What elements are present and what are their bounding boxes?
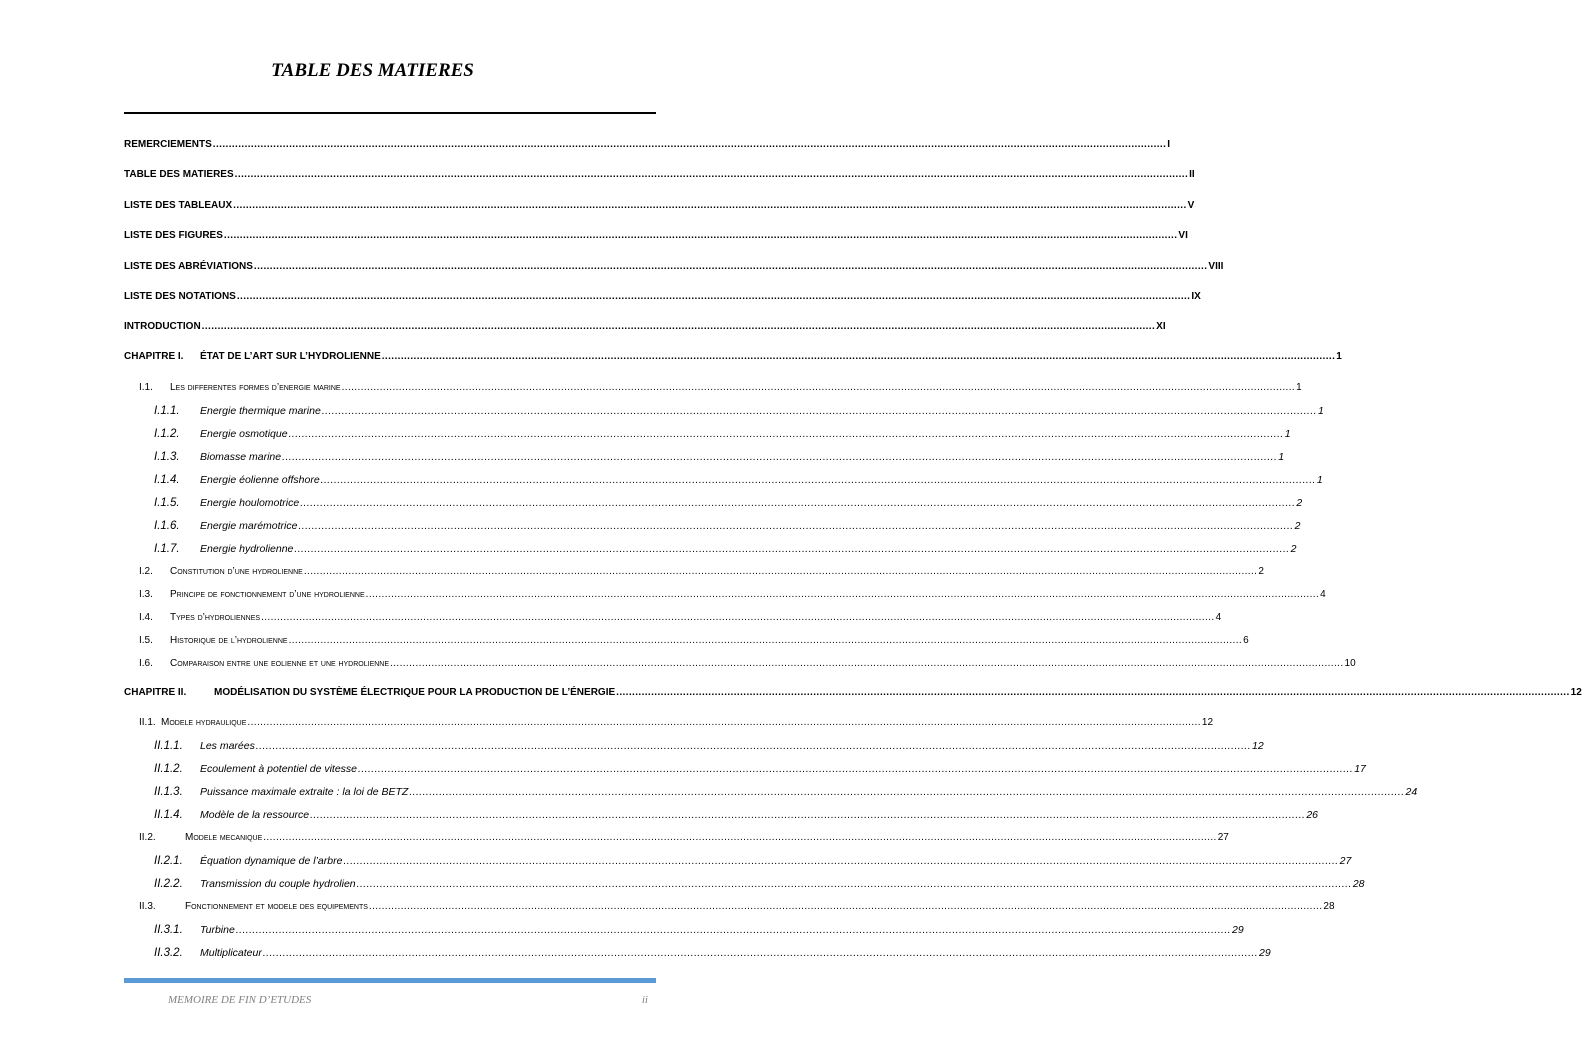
- toc-chapter-entry[interactable]: [124, 168, 1195, 182]
- toc-entry-number: I.3.: [139, 589, 153, 600]
- toc-chapter-entry[interactable]: [124, 350, 1342, 364]
- toc-entry-page: 10: [1344, 658, 1356, 669]
- toc-chapter-entry[interactable]: [124, 138, 1171, 152]
- toc-dot-leader: ............................................................................................................................................................................................................................................................................................................: [223, 230, 1178, 241]
- toc-entry-title: Types d’hydroliennes: [170, 612, 261, 623]
- toc-dot-leader: ............................................................................................................................................................................................................................................................................................................: [262, 947, 1259, 959]
- toc-entry-title: Multiplicateur: [200, 947, 262, 959]
- toc-section-entry[interactable]: [139, 634, 1249, 648]
- toc-entry-page: XI: [1156, 321, 1166, 332]
- toc-entry-number: II.1.4.: [154, 809, 183, 821]
- toc-entry-page: 2: [1290, 543, 1297, 555]
- toc-entry-number: I.4.: [139, 612, 153, 623]
- toc-dot-leader: ............................................................................................................................................................................................................................................................................................................: [390, 658, 1344, 669]
- toc-entry-title: Constitution d’une hydrolienne: [170, 566, 303, 577]
- toc-dot-leader: ............................................................................................................................................................................................................................................................................................................: [234, 169, 1189, 180]
- toc-dot-leader: ............................................................................................................................................................................................................................................................................................................: [294, 543, 1290, 555]
- toc-dot-leader: ............................................................................................................................................................................................................................................................................................................: [288, 635, 1243, 646]
- toc-section-entry[interactable]: [139, 565, 1264, 579]
- toc-subsection-entry[interactable]: [154, 946, 1271, 960]
- toc-entry-page: 2: [1296, 497, 1303, 509]
- toc-chapter-entry[interactable]: [124, 260, 1224, 274]
- toc-dot-leader: ............................................................................................................................................................................................................................................................................................................: [358, 763, 1354, 775]
- toc-entry-page: 1: [1316, 474, 1323, 486]
- toc-section-entry[interactable]: [139, 611, 1222, 625]
- toc-dot-leader: ............................................................................................................................................................................................................................................................................................................: [253, 261, 1208, 272]
- toc-entry-page: 28: [1323, 901, 1335, 912]
- toc-dot-leader: ............................................................................................................................................................................................................................................................................................................: [235, 924, 1231, 936]
- toc-entry-number: I.1.4.: [154, 474, 180, 486]
- toc-entry-page: 12: [1201, 717, 1214, 728]
- toc-entry-page: 27: [1217, 832, 1229, 843]
- toc-section-entry[interactable]: [139, 716, 1214, 730]
- toc-entry-title: Équation dynamique de l’arbre: [200, 855, 343, 867]
- toc-section-entry[interactable]: [139, 588, 1326, 602]
- toc-entry-title: Ecoulement à potentiel de vitesse: [200, 763, 358, 775]
- toc-entry-number: II.3.1.: [154, 924, 183, 936]
- toc-entry-title: MODÉLISATION DU SYSTÈME ÉLECTRIQUE POUR LA PRODUCTION DE L’ÉNERGIE: [214, 687, 616, 698]
- toc-section-entry[interactable]: [139, 900, 1335, 914]
- toc-dot-leader: ............................................................................................................................................................................................................................................................................................................: [282, 451, 1278, 463]
- toc-entry-page: 12: [1570, 687, 1582, 698]
- toc-entry-page: 1: [1296, 382, 1302, 393]
- toc-entry-title: Biomasse marine: [200, 451, 282, 463]
- toc-entry-number: II.3.2.: [154, 947, 183, 959]
- toc-dot-leader: ............................................................................................................................................................................................................................................................................................................: [288, 428, 1284, 440]
- toc-entry-number: I.1.2.: [154, 428, 180, 440]
- toc-entry-page: 28: [1352, 878, 1365, 890]
- toc-entry-page: I: [1167, 139, 1171, 150]
- toc-entry-title: ÉTAT DE L’ART SUR L’HYDROLIENNE: [200, 351, 381, 362]
- toc-dot-leader: ............................................................................................................................................................................................................................................................................................................: [368, 901, 1323, 912]
- toc-dot-leader: ............................................................................................................................................................................................................................................................................................................: [201, 321, 1156, 332]
- toc-entry-page: 2: [1258, 566, 1264, 577]
- toc-dot-leader: ............................................................................................................................................................................................................................................................................................................: [365, 589, 1320, 600]
- toc-entry-number: II.1.: [139, 717, 156, 728]
- toc-subsection-entry[interactable]: [154, 923, 1244, 937]
- toc-entry-title: Fonctionnement et modele des equipements: [185, 901, 368, 912]
- toc-entry-title: Comparaison entre une eolienne et une hydrolienne: [170, 658, 390, 669]
- toc-entry-title: Historique de l’hydrolienne: [170, 635, 288, 646]
- toc-entry-number: II.1.1.: [154, 740, 183, 752]
- toc-entry-page: 4: [1215, 612, 1222, 623]
- toc-entry-number: CHAPITRE I.: [124, 351, 184, 362]
- toc-entry-page: 1: [1317, 405, 1324, 417]
- toc-section-entry[interactable]: [139, 381, 1302, 395]
- footer-label: MEMOIRE DE FIN D’ETUDES: [168, 994, 312, 1006]
- toc-entry-title: Energie thermique marine: [200, 405, 321, 417]
- toc-dot-leader: ............................................................................................................................................................................................................................................................................................................: [321, 405, 1317, 417]
- toc-section-entry[interactable]: [139, 657, 1356, 671]
- toc-entry-title: TABLE DES MATIERES: [124, 169, 234, 180]
- toc-entry-number: I.2.: [139, 566, 153, 577]
- toc-chapter-entry[interactable]: [124, 320, 1166, 334]
- toc-dot-leader: ............................................................................................................................................................................................................................................................................................................: [343, 855, 1339, 867]
- toc-dot-leader: ............................................................................................................................................................................................................................................................................................................: [300, 497, 1296, 509]
- footer-page-number: ii: [641, 994, 648, 1006]
- toc-entry-page: 26: [1306, 809, 1319, 821]
- toc-entry-page: VIII: [1208, 261, 1224, 272]
- toc-entry-title: LISTE DES FIGURES: [124, 230, 223, 241]
- toc-entry-title: LISTE DES ABRÉVIATIONS: [124, 261, 253, 272]
- toc-entry-number: II.2.1.: [154, 855, 183, 867]
- toc-entry-title: Energie osmotique: [200, 428, 288, 440]
- page-title: TABLE DES MATIERES: [271, 60, 474, 81]
- toc-dot-leader: ............................................................................................................................................................................................................................................................................................................: [381, 351, 1336, 362]
- toc-subsection-entry[interactable]: [154, 739, 1264, 753]
- footer-rule: [124, 978, 656, 983]
- toc-chapter-entry[interactable]: [124, 290, 1201, 304]
- toc-entry-title: Puissance maximale extraite : la loi de BETZ: [200, 786, 409, 798]
- toc-entry-title: Modèle de la ressource: [200, 809, 310, 821]
- toc-entry-title: Principe de fonctionnement d’une hydrolienne: [170, 589, 365, 600]
- toc-dot-leader: ............................................................................................................................................................................................................................................................................................................: [233, 200, 1187, 211]
- toc-entry-title: REMERCIEMENTS: [124, 139, 212, 150]
- toc-chapter-entry[interactable]: [124, 229, 1188, 243]
- toc-entry-page: 4: [1320, 589, 1326, 600]
- toc-entry-number: II.1.2.: [154, 763, 183, 775]
- toc-dot-leader: ............................................................................................................................................................................................................................................................................................................: [236, 291, 1191, 302]
- toc-dot-leader: ............................................................................................................................................................................................................................................................................................................: [298, 520, 1294, 532]
- toc-dot-leader: ............................................................................................................................................................................................................................................................................................................: [310, 809, 1306, 821]
- toc-chapter-entry[interactable]: [124, 199, 1195, 213]
- toc-chapter-entry[interactable]: [124, 686, 1582, 700]
- toc-dot-leader: ............................................................................................................................................................................................................................................................................................................: [616, 687, 1570, 698]
- toc-dot-leader: ............................................................................................................................................................................................................................................................................................................: [356, 878, 1352, 890]
- toc-subsection-entry[interactable]: [154, 404, 1324, 418]
- toc-entry-page: VI: [1178, 230, 1188, 241]
- toc-entry-number: II.3.: [139, 901, 156, 912]
- toc-subsection-entry[interactable]: [154, 450, 1285, 464]
- toc-entry-number: I.1.5.: [154, 497, 180, 509]
- toc-entry-title: Les differentes formes d’energie marine: [170, 382, 341, 393]
- toc-dot-leader: ............................................................................................................................................................................................................................................................................................................: [212, 139, 1167, 150]
- toc-subsection-entry[interactable]: [154, 542, 1297, 556]
- toc-entry-number: CHAPITRE II.: [124, 687, 187, 698]
- toc-entry-title: Modele hydraulique: [161, 717, 247, 728]
- toc-subsection-entry[interactable]: [154, 496, 1303, 510]
- toc-dot-leader: ............................................................................................................................................................................................................................................................................................................: [255, 740, 1252, 752]
- toc-entry-number: I.1.1.: [154, 405, 180, 417]
- toc-subsection-entry[interactable]: [154, 473, 1323, 487]
- toc-subsection-entry[interactable]: [154, 519, 1301, 533]
- toc-entry-page: 12: [1252, 740, 1264, 752]
- toc-entry-page: 24: [1405, 786, 1418, 798]
- toc-entry-page: 29: [1259, 947, 1271, 959]
- toc-subsection-entry[interactable]: [154, 762, 1366, 776]
- toc-subsection-entry[interactable]: [154, 785, 1418, 799]
- toc-dot-leader: ............................................................................................................................................................................................................................................................................................................: [261, 612, 1215, 623]
- toc-dot-leader: ............................................................................................................................................................................................................................................................................................................: [263, 832, 1217, 843]
- toc-dot-leader: ............................................................................................................................................................................................................................................................................................................: [409, 786, 1405, 798]
- toc-dot-leader: ............................................................................................................................................................................................................................................................................................................: [341, 382, 1296, 393]
- toc-entry-title: Les marées: [200, 740, 255, 752]
- toc-subsection-entry[interactable]: [154, 427, 1291, 441]
- toc-entry-page: 1: [1336, 351, 1342, 362]
- toc-entry-title: INTRODUCTION: [124, 321, 201, 332]
- toc-dot-leader: ............................................................................................................................................................................................................................................................................................................: [320, 474, 1316, 486]
- toc-entry-page: 2: [1294, 520, 1301, 532]
- toc-entry-number: I.6.: [139, 658, 153, 669]
- toc-entry-page: V: [1187, 200, 1195, 211]
- toc-entry-number: I.5.: [139, 635, 153, 646]
- toc-entry-title: Energie marémotrice: [200, 520, 298, 532]
- toc-entry-page: 29: [1232, 924, 1244, 936]
- toc-entry-page: 1: [1278, 451, 1285, 463]
- toc-subsection-entry[interactable]: [154, 877, 1365, 891]
- toc-entry-title: LISTE DES TABLEAUX: [124, 200, 233, 211]
- toc-subsection-entry[interactable]: [154, 808, 1319, 822]
- toc-dot-leader: ............................................................................................................................................................................................................................................................................................................: [247, 717, 1201, 728]
- toc-entry-title: Turbine: [200, 924, 235, 936]
- toc-entry-page: 27: [1339, 855, 1352, 867]
- toc-entry-title: Modele mecanique: [185, 832, 263, 843]
- toc-entry-page: IX: [1191, 291, 1201, 302]
- toc-subsection-entry[interactable]: [154, 854, 1352, 868]
- toc-entry-number: I.1.6.: [154, 520, 180, 532]
- toc-entry-number: II.1.3.: [154, 786, 183, 798]
- toc-entry-title: Transmission du couple hydrolien: [200, 878, 356, 890]
- toc-entry-number: II.2.: [139, 832, 156, 843]
- toc-entry-page: 1: [1284, 428, 1291, 440]
- toc-entry-number: I.1.3.: [154, 451, 180, 463]
- toc-entry-number: I.1.: [139, 382, 153, 393]
- toc-entry-number: I.1.7.: [154, 543, 180, 555]
- toc-entry-title: Energie éolienne offshore: [200, 474, 320, 486]
- toc-entry-title: Energie houlomotrice: [200, 497, 300, 509]
- toc-entry-title: LISTE DES NOTATIONS: [124, 291, 236, 302]
- toc-entry-page: 17: [1354, 763, 1366, 775]
- toc-entry-page: 6: [1243, 635, 1249, 646]
- toc-dot-leader: ............................................................................................................................................................................................................................................................................................................: [303, 566, 1258, 577]
- toc-entry-title: Energie hydrolienne: [200, 543, 294, 555]
- toc-entry-number: II.2.2.: [154, 878, 183, 890]
- toc-entry-page: II: [1189, 169, 1195, 180]
- toc-section-entry[interactable]: [139, 831, 1229, 845]
